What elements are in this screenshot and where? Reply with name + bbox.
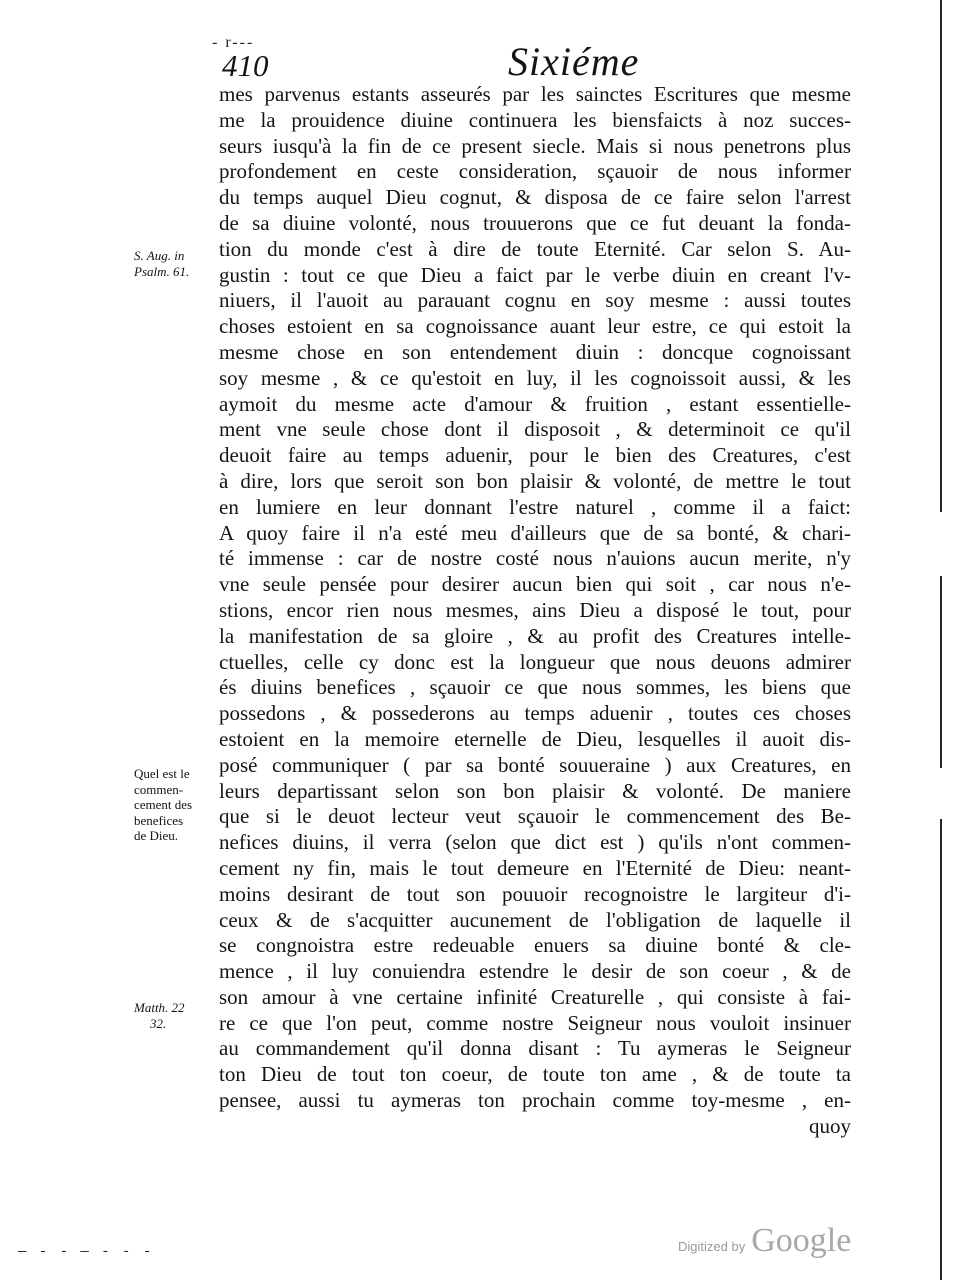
digitized-label: Digitized by <box>678 1239 746 1254</box>
marginal-line: cement des <box>134 797 193 812</box>
text-line: du temps auquel Dieu cognut, & disposa de ce faire selon l'arrest <box>219 185 851 210</box>
text-line: mesme chose en son entendement diuin : doncque cognoissant <box>219 339 851 364</box>
text-line: se congnoistra estre redeuable enuers sa diuine bonté & cle- <box>219 933 851 958</box>
text-line: aymoit du mesme acte d'amour & fruition , estant essentielle- <box>219 391 851 416</box>
text-line: ton Dieu de tout ton coeur, de toute ton ame , & de toute ta <box>219 1062 851 1087</box>
text-line: mes parvenus estants asseurés par les sainctes Escritures que mesme <box>219 82 851 106</box>
text-line: re ce que l'on peut, comme nostre Seigneur nous vouloit insinuer <box>219 1010 851 1035</box>
body-text <box>219 82 851 1140</box>
text-line: à dire, lors que seroit son bon plaisir & volonté, de mettre le tout <box>219 468 851 493</box>
marginal-note-matthew <box>134 1000 214 1031</box>
text-line: choses estoient en sa cognoissance auant leur estre, ce qui estoit la <box>219 314 851 339</box>
text-line: ment vne seule chose dont il disposoit , & determinoit ce qu'il <box>219 417 851 442</box>
text-line: en lumiere en leur donnant l'estre naturel , comme il a faict: <box>219 494 851 519</box>
text-line: és diuins benefices , sçauoir ce que nous sommes, les biens que <box>219 675 851 700</box>
text-line: stions, encor rien nous mesmes, ains Dieu a disposé le tout, pour <box>219 597 851 622</box>
marginal-line: Psalm. 61. <box>134 263 190 279</box>
bottom-margin-marks: — - - — - - - <box>18 1244 154 1260</box>
text-line: vne seule pensée pour desirer aucun bien qui soit , car nous n'e- <box>219 572 851 597</box>
text-line: gustin : tout ce que Dieu a faict par le verbe diuin en creant l'v- <box>219 262 851 287</box>
text-line: seurs iusqu'à la fin de ce present siecle. Mais si nous penetrons plus <box>219 133 851 158</box>
text-line: pensee, aussi tu aymeras ton prochain comme toy-mesme , en- <box>219 1088 851 1113</box>
marginal-line: 32. <box>150 1015 167 1031</box>
page-number: 410 <box>222 48 269 83</box>
text-line: ctuelles, celle cy donc est la longueur que nous deuons admirer <box>219 649 851 674</box>
marginal-line: commen- <box>134 781 184 797</box>
text-line: profondement en ceste consideration, sçauoir de nous informer <box>219 159 851 184</box>
marginal-note-augustine <box>134 248 214 279</box>
text-line: nefices diuins, il verra (selon que dict est ) qu'ils n'ont commen- <box>219 830 851 855</box>
marginal-note-benefices <box>134 766 214 844</box>
running-head: Sixiéme <box>508 39 640 84</box>
text-line: au commandement qu'il donna disant : Tu aymeras le Seigneur <box>219 1036 851 1061</box>
marginal-line: Quel est le <box>134 766 190 781</box>
marginal-line: Matth. 22 <box>134 1000 185 1015</box>
text-line: ceux & de s'acquitter aucunement de l'obligation de laquelle il <box>219 907 851 932</box>
text-line: mence , il luy conuiendra estendre le desir de son coeur , & de <box>219 959 851 984</box>
marginal-line: benefices <box>134 812 184 828</box>
text-line: A quoy faire il n'a esté meu d'ailleurs que de sa bonté, & chari- <box>219 520 851 545</box>
text-line: me la prouidence diuine continuera les biensfaicts à noz succes- <box>219 107 851 132</box>
catchword: quoy <box>809 1113 851 1138</box>
text-line: leurs departissant selon son bon plaisir & volonté. De maniere <box>219 778 851 803</box>
text-line: cement ny fin, mais le tout demeure en l'Eternité de Dieu: neant- <box>219 855 851 880</box>
page-edge-line <box>940 0 942 1280</box>
marginal-line: de Dieu. <box>134 828 179 843</box>
text-line: son amour à vne certaine infinité Creaturelle , qui consiste à fai- <box>219 984 851 1009</box>
google-logo: Google <box>751 1222 852 1259</box>
text-line: posé communiquer ( par sa bonté souueraine ) aux Creatures, en <box>219 752 851 777</box>
top-margin-marks: - r--- <box>212 34 255 51</box>
text-line: tion du monde c'est à dire de toute Eternité. Car selon S. Au- <box>219 236 851 261</box>
text-line: deuoit faire au temps aduenir, pour le bien des Creatures, c'est <box>219 443 851 468</box>
text-line: moins desirant de tout son pouuoir recognoistre le largiteur d'i- <box>219 881 851 906</box>
text-line: que si le deuot lecteur veut sçauoir le commencement des Be- <box>219 804 851 829</box>
digitized-watermark <box>678 1222 851 1260</box>
text-line: soy mesme , & ce qu'estoit en luy, il les cognoissoit aussi, & les <box>219 365 851 390</box>
text-line: la manifestation de sa gloire , & au profit des Creatures intelle- <box>219 623 851 648</box>
text-line: possedons , & possederons au temps aduenir , toutes ces choses <box>219 701 851 726</box>
text-line: té immense : car de nostre costé nous n'auions aucun merite, n'y <box>219 546 851 571</box>
text-line: estoient en la memoire eternelle de Dieu, lesquelles il auoit dis- <box>219 726 851 751</box>
text-line: niuers, il l'auoit au parauant cognu en soy mesme : aussi toutes <box>219 288 851 313</box>
text-line: de sa diuine volonté, nous trouuerons que ce fut deuant la fonda- <box>219 210 851 235</box>
marginal-line: S. Aug. in <box>134 248 185 263</box>
